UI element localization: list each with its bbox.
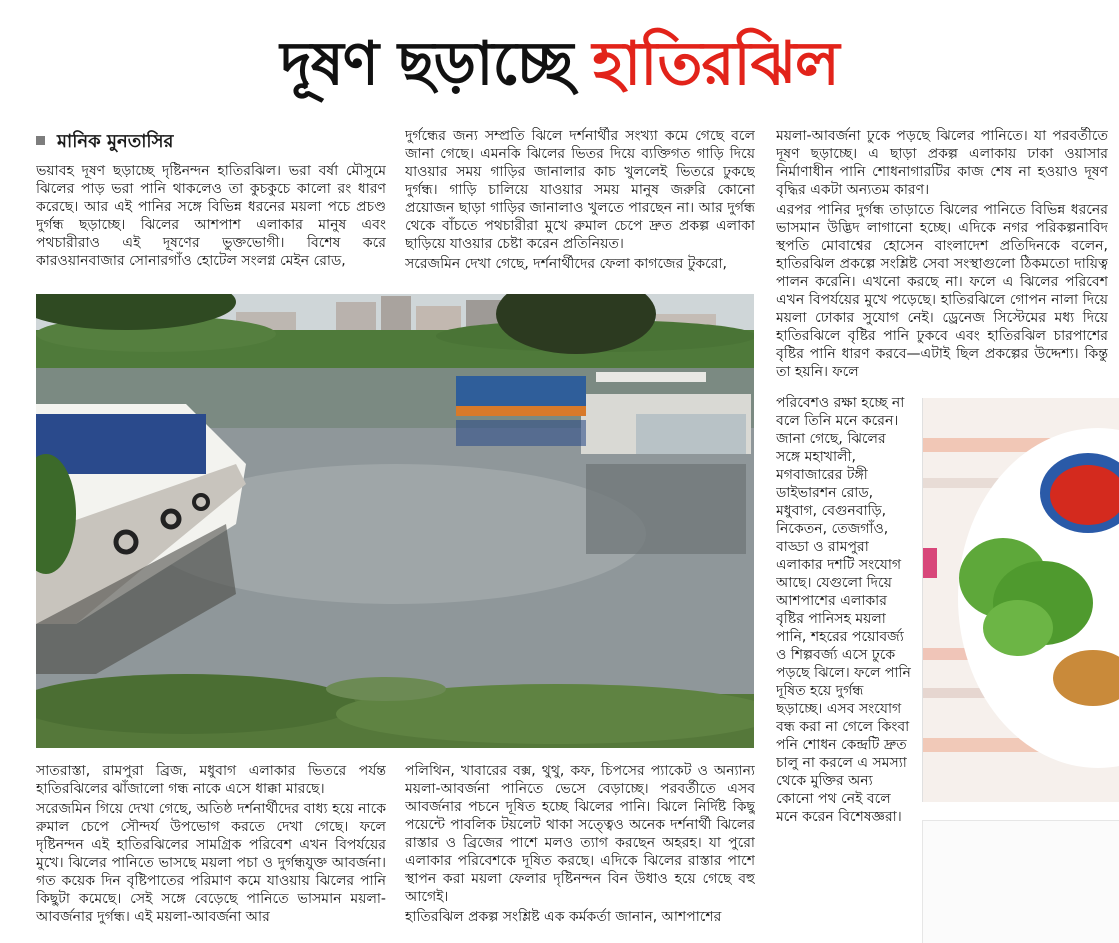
byline-author: মানিক মুনতাসির [57, 131, 174, 152]
byline [36, 127, 173, 158]
column-1-bottom [36, 762, 386, 934]
column-2-bottom [405, 762, 755, 934]
headline-part1: দূষণ ছড়াচ্ছে [280, 29, 573, 99]
headline [0, 22, 1119, 106]
article-photo [36, 294, 754, 748]
paragraph: ভয়াবহ দূষণ ছড়াচ্ছে দৃষ্টিনন্দন হাতিরঝিল। ভরা বর্ষা মৌসুমে ঝিলের পাড় ভরা পানি থাকলেও তা কুচকুচে কালো রং ধারণ করেছে। আর এই পানির সঙ্গে বিভিন্ন ধরনের ময়লা পচে প্রচণ্ড দুর্গন্ধ ছড়াচ্ছে। ঝিলের আশপাশ এলাকার মানুষ এবং পথচারীরাও এই দূষণের ভুক্তভোগী। বিশেষ করে কারওয়ানবাজার সোনারগাঁও হোটেল সংলগ্ন মেইন রোড, [36, 163, 386, 269]
advertisement-image [922, 398, 1119, 802]
column-3-narrow [776, 394, 914, 934]
paragraph: ময়লা-আবর্জনা ঢুকে পড়ছে ঝিলের পানিতে। যা পরবর্তীতে দূষণ ছড়াচ্ছে। এ ছাড়া প্রকল্প এলাকায় ঢাকা ওয়াসার নির্মাণাধীন পানি শোধনাগারটির কাজ শেষ না হওয়াও দূষণ বৃদ্ধির একটা অন্যতম কারণ। [776, 128, 1108, 198]
paragraph: পলিথিন, খাবারের বক্স, থুথু, কফ, চিপসের প্যাকেট ও অন্যান্য ময়লা-আবর্জনা পানিতে ভেসে বেড়াচ্ছে। পরবর্তীতে এসব আবর্জনার পচনে দূষিত হচ্ছে ঝিলের পানি। ঝিলে নির্দিষ্ট কিছু পয়েন্টে পাবলিক টয়লেট থাকা সত্ত্বেও অনেক দর্শনার্থী ঝিলের রাস্তার ও ব্রিজের পাশে মলও ত্যাগ করছেন অহরহ। যা পুরো এলাকার পরিবেশকে দূষিত করছে। এদিকে ঝিলের রাস্তার পাশে স্থাপন করা ময়লা ফেলার দৃষ্টিনন্দন বিন উধাও হয়ে গেছে বহু আগেই। [405, 763, 755, 905]
paragraph: সরেজমিন গিয়ে দেখা গেছে, অতিষ্ঠ দর্শনার্থীদের বাধ্য হয়ে নাকে রুমাল চেপে সৌন্দর্য উপভোগ করতে দেখা গেছে। ফলে দৃষ্টিনন্দন এই হাতিরঝিলের সামগ্রিক পরিবেশ এখন বিপর্যয়ের মুখে। ঝিলের পানিতে ভাসছে ময়লা পচা ও দুর্গন্ধযুক্ত আবর্জনা। গত কয়েক দিন বৃষ্টিপাতের পরিমাণ কমে যাওয়ায় ঝিলের পানি কিছুটা কমেছে। সেই সঙ্গে বেড়েছে পানিতে ভাসমান ময়লা-আবর্জনার দুর্গন্ধ। এই ময়লা-আবর্জনা আর [36, 801, 386, 925]
paragraph: এরপর পানির দুর্গন্ধ তাড়াতে ঝিলের পানিতে বিভিন্ন ধরনের ভাসমান উদ্ভিদ লাগানো হচ্ছে। এদিকে নগর পরিকল্পনাবিদ স্থপতি মোবাশ্বের হোসেন বাংলাদেশ প্রতিদিনকে বলেন, হাতিরঝিল প্রকল্পে সংশ্লিষ্ট সেবা সংস্থাগুলো ঠিকমতো দায়িত্ব পালন করেনি। এখনো করছে না। ফলে এ ঝিলের পরিবেশ এখন বিপর্যয়ের মুখে পড়েছে। হাতিরঝিলে গোপন নালা দিয়ে ময়লা ঢোকার সুযোগ নেই। ড্রেনেজ সিস্টেমের মধ্য দিয়ে হাতিরঝিলে বৃষ্টির পানি ঢুকবে এবং হাতিরঝিল চারপাশের বৃষ্টির পানি ধারণ করবে—এটাই ছিল প্রকল্পের উদ্দেশ্য। কিন্তু তা হয়নি। ফলে [776, 202, 1108, 380]
paragraph: দুর্গন্ধের জন্য সম্প্রতি ঝিলে দর্শনার্থীর সংখ্যা কমে গেছে বলে জানা গেছে। এমনকি ঝিলের ভিতর দিয়ে ব্যক্তিগত গাড়ি দিয়ে যাওয়ার সময় গাড়ির জানালার কাচ খুললেই ভিতরে ঢুকছে দুর্গন্ধ। গাড়ি চালিয়ে যাওয়ার সময় মানুষ জরুরি কোনো প্রয়োজন ছাড়া গাড়ির জানালাও খুলতে পারছেন না। আর দুর্গন্ধ থেকে বাঁচতে পথচারীরা মুখে রুমাল চেপে দ্রুত প্রকল্প এলাকা ছাড়িয়ে যাওয়ার চেষ্টা করেন প্রতিনিয়ত। [405, 128, 755, 252]
paragraph: সরেজমিন দেখা গেছে, দর্শনার্থীদের ফেলা কাগজের টুকরো, [405, 256, 727, 272]
advertisement-blank [922, 820, 1119, 943]
column-3-top [776, 127, 1108, 393]
square-bullet-icon [36, 136, 45, 145]
headline-part2: হাতিরঝিল [592, 29, 839, 99]
paragraph: পরিবেশও রক্ষা হচ্ছে না বলে তিনি মনে করেন। জানা গেছে, ঝিলের সঙ্গে মহাখালী, মগবাজারের টঙ্গী ডাইভারশন রোড, মধুবাগ, বেগুনবাড়ি, নিকেতন, তেজগাঁও, বাড্ডা ও রামপুরা এলাকার দশটি সংযোগ আছে। যেগুলো দিয়ে আশপাশের এলাকার বৃষ্টির পানিসহ ময়লা পানি, শহরের পয়োবর্জ্য ও শিল্পবর্জ্য এসে ঢুকে পড়ছে ঝিলে। ফলে পানি দূষিত হয়ে দুর্গন্ধ ছড়াচ্ছে। এসব সংযোগ বন্ধ করা না গেলে কিংবা পনি শোধন কেন্দ্রটি দ্রুত চালু না করলে এ সমস্যা থেকে মুক্তির অন্য কোনো পথ নেই বলে মনে করেন বিশেষজ্ঞরা। [776, 395, 911, 825]
column-2-top [405, 127, 755, 287]
column-1-top [36, 162, 386, 286]
paragraph: সাতরাস্তা, রামপুরা ব্রিজ, মধুবাগ এলাকার ভিতরে পর্যন্ত হাতিরঝিলের ঝাঁজালো গন্ধ নাকে এসে ধাক্কা মারছে। [36, 763, 386, 797]
paragraph: হাতিরঝিল প্রকল্প সংশ্লিষ্ট এক কর্মকর্তা জানান, আশপাশের [405, 909, 722, 925]
